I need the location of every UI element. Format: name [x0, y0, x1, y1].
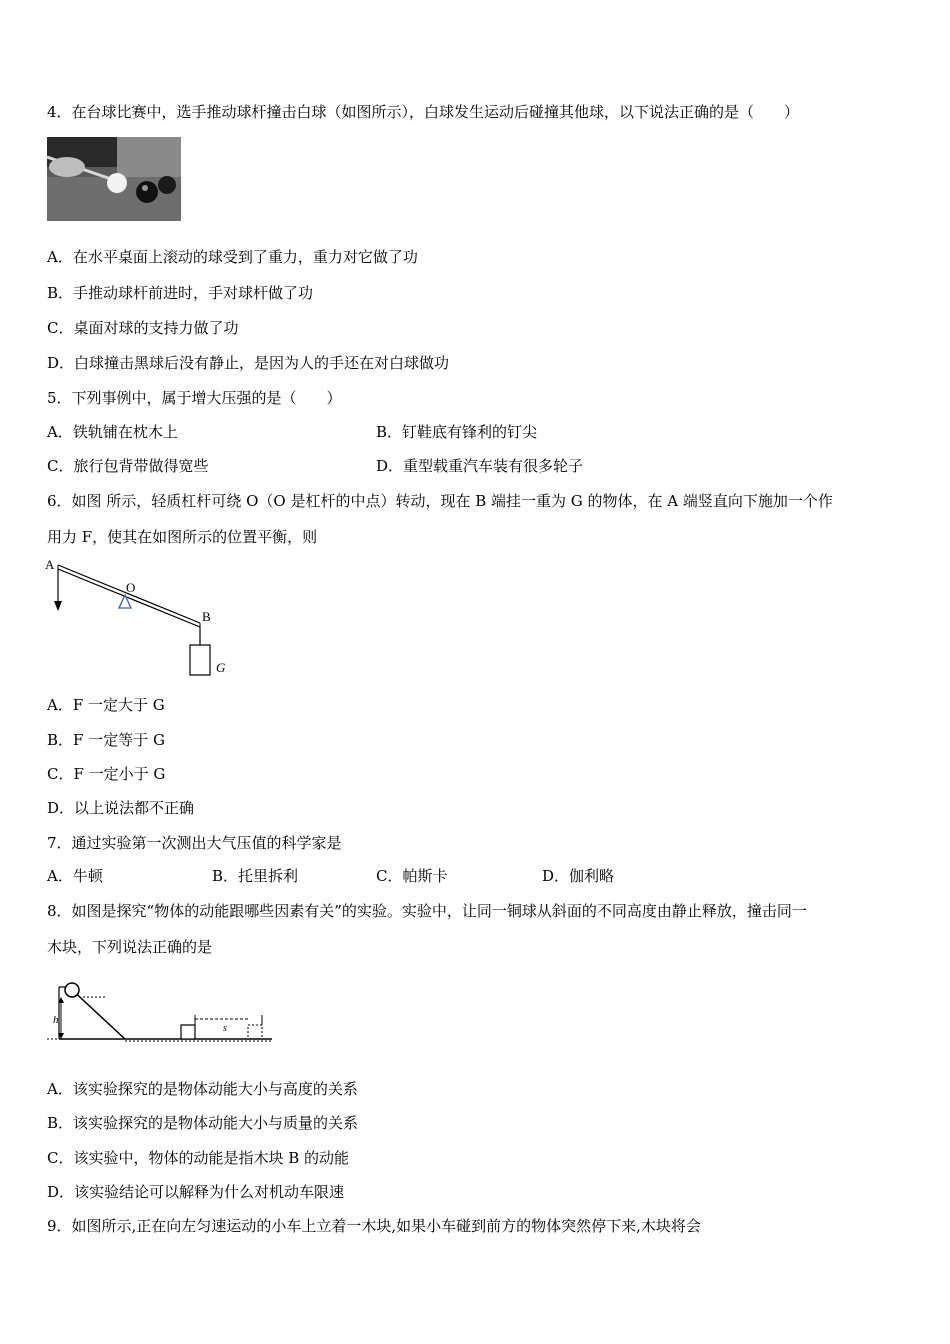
q6-stem-line1: 6．如图 所示，轻质杠杆可绕 O（O 是杠杆的中点）转动，现在 B 端挂一重为 G 的物体，在 A 端竖直向下施加一个作 — [47, 492, 833, 510]
q6-option-a: A．F 一定大于 G — [47, 696, 165, 714]
q6-option-c: C．F 一定小于 G — [47, 765, 166, 783]
q4-option-b: B．手推动球杆前进时，手对球杆做了功 — [47, 284, 314, 302]
q4-option-c: C．桌面对球的支持力做了功 — [47, 319, 239, 337]
q7-option-b: B．托里拆利 — [212, 867, 299, 885]
q5-option-b: B．钉鞋底有锋利的钉尖 — [376, 423, 538, 441]
lever-diagram — [40, 555, 240, 680]
q8-option-c: C．该实验中，物体的动能是指木块 B 的动能 — [47, 1149, 350, 1167]
q5-option-c: C．旅行包背带做得宽些 — [47, 457, 209, 475]
q5-stem: 5．下列事例中，属于增大压强的是（ ） — [47, 389, 342, 407]
q8-option-d: D．该实验结论可以解释为什么对机动车限速 — [47, 1183, 345, 1201]
lever-label-g: G — [216, 660, 226, 675]
q8-option-b: B．该实验探究的是物体动能大小与质量的关系 — [47, 1114, 359, 1132]
q7-option-d: D．伽利略 — [542, 867, 615, 885]
q6-option-d: D．以上说法都不正确 — [47, 799, 195, 817]
ramp-label-h: h — [53, 1014, 59, 1026]
q7-option-c: C．帕斯卡 — [376, 867, 448, 885]
q4-option-d: D．白球撞击黑球后没有静止，是因为人的手还在对白球做功 — [47, 354, 450, 372]
billiards-photo — [47, 137, 181, 221]
q8-option-a: A．该实验探究的是物体动能大小与高度的关系 — [47, 1080, 358, 1098]
q7-stem: 7．通过实验第一次测出大气压值的科学家是 — [47, 834, 342, 852]
q6-stem-line2: 用力 F，使其在如图所示的位置平衡，则 — [47, 528, 318, 546]
q7-option-a: A．牛顿 — [47, 867, 103, 885]
q4-stem: 4．在台球比赛中，选手推动球杆撞击白球（如图所示），白球发生运动后碰撞其他球，以下说法正确的是（ ） — [47, 103, 800, 121]
q4-option-a: A．在水平桌面上滚动的球受到了重力，重力对它做了功 — [47, 248, 418, 266]
q5-option-d: D．重型载重汽车装有很多轮子 — [376, 457, 584, 475]
ramp-diagram — [47, 975, 277, 1047]
q8-stem-line2: 木块，下列说法正确的是 — [47, 938, 213, 956]
lever-label-b: B — [202, 609, 211, 624]
q9-stem: 9．如图所示,正在向左匀速运动的小车上立着一木块,如果小车碰到前方的物体突然停下来,木块将会 — [47, 1217, 701, 1235]
q5-option-a: A．铁轨铺在枕木上 — [47, 423, 178, 441]
lever-label-a: A — [45, 557, 55, 572]
ramp-label-s: s — [223, 1023, 227, 1034]
lever-label-o: O — [126, 580, 136, 595]
q8-stem-line1: 8．如图是探究“物体的动能跟哪些因素有关”的实验。实验中，让同一铜球从斜面的不同高度由静止释放，撞击同一 — [47, 902, 807, 920]
q6-option-b: B．F 一定等于 G — [47, 731, 165, 749]
